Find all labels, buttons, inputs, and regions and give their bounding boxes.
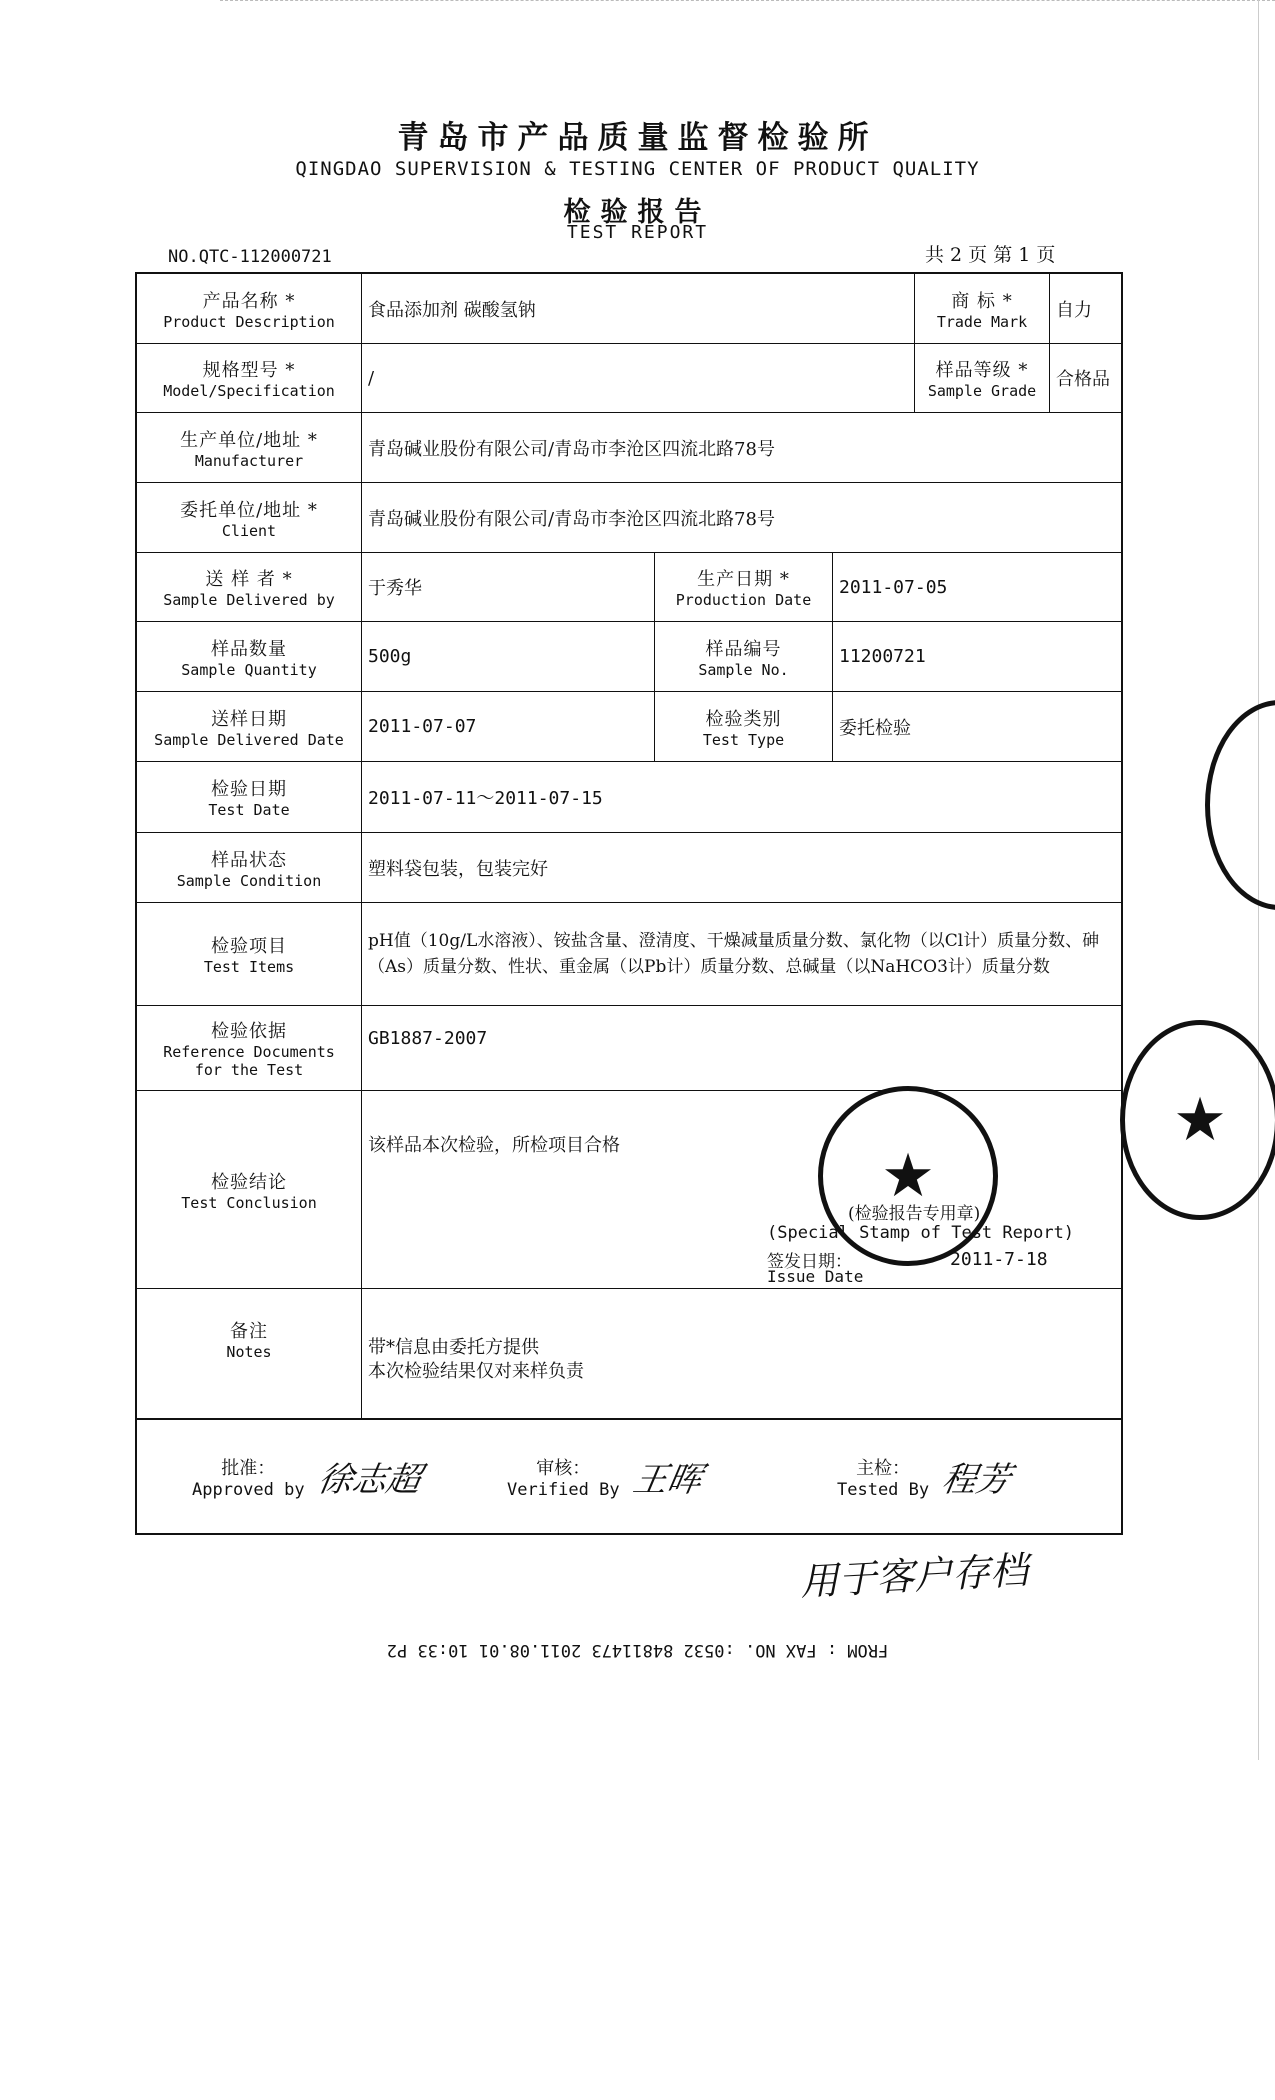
signature-verified: 审核： Verified By 王晖	[507, 1420, 702, 1533]
value-test-type: 委托检验	[839, 717, 911, 739]
row-model	[137, 344, 1121, 413]
row-signatures	[137, 1419, 1121, 1533]
seam-stamp-upper	[1205, 700, 1275, 910]
label-product: 产品名称 * Product Description	[137, 274, 362, 343]
label-quantity: 样品数量 Sample Quantity	[137, 622, 362, 691]
label-test-items: 检验项目 Test Items	[137, 903, 362, 1005]
verified-signature: 王晖	[629, 1460, 705, 1500]
seam-stamp-lower	[1120, 1020, 1275, 1220]
label-manufacturer: 生产单位/地址 * Manufacturer	[137, 413, 362, 482]
seam-stamp-star-icon: ★	[1173, 1085, 1227, 1155]
value-sample-condition: 塑料袋包装，包装完好	[368, 858, 548, 880]
label-sample-condition: 样品状态 Sample Condition	[137, 833, 362, 902]
value-trade-mark: 自力	[1056, 299, 1092, 321]
label-model: 规格型号 * Model/Specification	[137, 344, 362, 412]
issue-date-label-en: Issue Date	[767, 1267, 864, 1286]
value-notes-cell	[362, 1289, 1125, 1418]
row-test-items	[137, 903, 1121, 1006]
label-client: 委托单位/地址 * Client	[137, 483, 362, 552]
label-sample-no: 样品编号 Sample No.	[655, 622, 833, 691]
tested-signature: 程芳	[938, 1460, 1015, 1500]
row-product	[137, 274, 1121, 344]
page-count: 共 2 页 第 1 页	[925, 244, 1056, 266]
stamp-star-icon: ★	[881, 1141, 935, 1211]
value-model: /	[362, 344, 915, 412]
value-production-date: 2011-07-05	[839, 576, 948, 598]
row-reference	[137, 1006, 1121, 1091]
issue-date-value: 2011-7-18	[950, 1249, 1048, 1270]
report-table	[135, 272, 1123, 1535]
fax-header-line: FROM : FAX NO. :0532 84811473 2011.08.01 10:33 P2	[386, 1640, 889, 1660]
report-number: NO.QTC-112000721	[168, 247, 332, 267]
issue-date-label-cn: 签发日期：	[767, 1252, 852, 1272]
label-reference: 检验依据 Reference Documents for the Test	[137, 1006, 362, 1090]
label-production-date: 生产日期 * Production Date	[655, 553, 833, 621]
label-delivered-date: 送样日期 Sample Delivered Date	[137, 692, 362, 761]
value-sample-no: 11200721	[839, 646, 926, 667]
label-notes: 备注 Notes	[137, 1289, 362, 1418]
label-trade-mark: 商 标 * Trade Mark	[915, 274, 1050, 343]
label-test-date: 检验日期 Test Date	[137, 762, 362, 832]
handwritten-note: 用于客户存档	[799, 1548, 1030, 1604]
report-title-cn: 检验报告	[563, 197, 712, 228]
value-test-items: pH值（10g/L水溶液）、铵盐含量、澄清度、干燥减量质量分数、氯化物（以Cl计）质量分数、砷（As）质量分数、性状、重金属（以Pb计）质量分数、总碱量（以NaHCO3计）质量分数	[368, 931, 1100, 977]
value-product: 食品添加剂 碳酸氢钠	[362, 274, 915, 343]
value-manufacturer: 青岛碱业股份有限公司/青岛市李沧区四流北路78号	[368, 438, 775, 460]
row-client	[137, 483, 1121, 553]
official-stamp	[818, 1086, 998, 1266]
row-delivered-by	[137, 553, 1121, 622]
value-quantity: 500g	[362, 622, 655, 691]
row-sample-condition	[137, 833, 1121, 903]
value-delivered-by: 于秀华	[362, 553, 655, 621]
stamp-caption-en: (Special Stamp of Test Report)	[767, 1223, 1075, 1243]
approved-signature: 徐志超	[314, 1460, 424, 1500]
conclusion-text: 该样品本次检验，所检项目合格	[368, 1135, 620, 1156]
label-conclusion: 检验结论 Test Conclusion	[137, 1091, 362, 1288]
value-delivered-date: 2011-07-07	[362, 692, 655, 761]
signature-approved: 批准： Approved by 徐志超	[192, 1420, 421, 1533]
label-sample-grade: 样品等级 * Sample Grade	[915, 344, 1050, 412]
label-test-type: 检验类别 Test Type	[655, 692, 833, 761]
row-test-date	[137, 762, 1121, 833]
row-manufacturer	[137, 413, 1121, 483]
paper-edge	[220, 0, 1275, 5]
label-delivered-by: 送 样 者 * Sample Delivered by	[137, 553, 362, 621]
notes-line-2: 本次检验结果仅对来样负责	[368, 1361, 584, 1382]
notes-line-1: 带*信息由委托方提供	[368, 1337, 539, 1358]
value-test-date: 2011-07-11～2011-07-15	[368, 788, 603, 809]
institute-title-en: QINGDAO SUPERVISION & TESTING CENTER OF PRODUCT QUALITY	[295, 158, 980, 180]
report-title-en: TEST REPORT	[566, 222, 709, 243]
value-conclusion-cell	[362, 1091, 1125, 1288]
value-reference: GB1887-2007	[368, 1028, 488, 1049]
signature-tested: 主检： Tested By 程芳	[837, 1420, 1011, 1533]
value-client: 青岛碱业股份有限公司/青岛市李沧区四流北路78号	[368, 508, 775, 530]
stamp-caption-cn: (检验报告专用章)	[848, 1204, 981, 1224]
institute-title-cn: 青岛市产品质量监督检验所	[397, 120, 878, 156]
row-delivered-date	[137, 692, 1121, 762]
value-sample-grade: 合格品	[1056, 369, 1110, 390]
row-quantity	[137, 622, 1121, 692]
row-notes	[137, 1289, 1121, 1419]
